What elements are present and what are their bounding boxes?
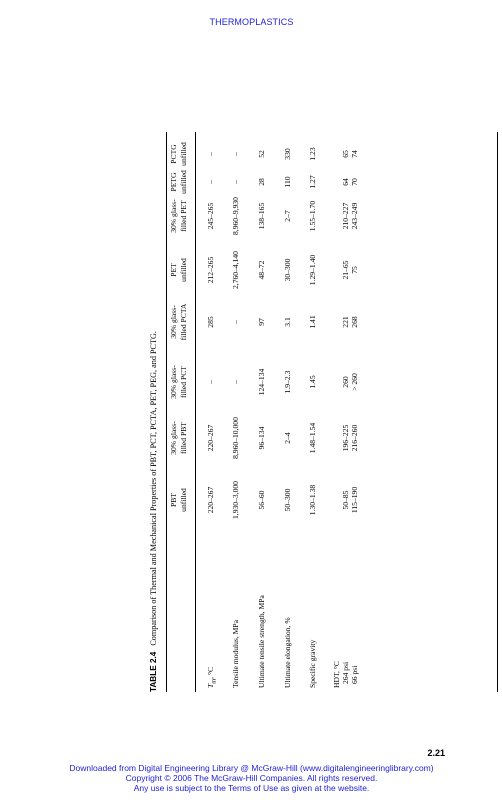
table-cell: 268 [350,316,359,328]
table-cell: 75 [350,266,359,274]
table-cell: 212–265 [206,256,215,284]
table-cell: 2,760–4,140 [231,251,240,289]
table-cell: 2–4 [283,432,292,444]
table-cell: 138–165 [257,202,266,230]
row-label-hdt: HDT, °C [332,661,341,688]
column-header-line1: PBT [169,493,178,507]
table-header-rule [195,132,196,692]
table-cell: 48–72 [257,260,266,280]
table-caption-text: Comparison of Thermal and Mechanical Properties of PBT, PCT, PCTA, PET, PEG, and PCTG. [149,331,158,646]
row-label-unit: , °C [206,666,215,679]
table-cell: 56–60 [257,490,266,510]
column-header-line2: unfilled [178,258,188,282]
table-cell: 1.23 [308,147,317,161]
column-header-pbt-unfilled [169,470,188,530]
row-label-symbol: T [206,683,215,688]
table-cell: – [231,152,240,156]
table-cell: 221 [341,316,350,328]
table-cell: 96–134 [257,426,266,450]
column-header-line1: PCTG [169,144,178,164]
footer-copyright: Copyright © 2006 The McGraw-Hill Companies. All rights reserved. [125,773,378,783]
table-cell: 243–249 [350,202,359,230]
running-head: THERMOPLASTICS [209,17,294,27]
column-header-line1: 30% glass- [169,305,178,339]
table-cell: 50–300 [283,488,292,512]
table-cell: – [231,180,240,184]
column-header-line1: 30% glass- [169,365,178,399]
table-cell: 124–134 [257,368,266,396]
table-cell: 110 [283,176,292,188]
table-cell: 30–300 [283,258,292,282]
column-header-pet-unfilled [169,240,188,300]
table-cell: – [231,380,240,384]
table-label: TABLE 2.4 [149,651,158,692]
table-caption [148,132,160,692]
column-header-line1: 30% glass- [169,421,178,455]
table-cell: > 260 [350,373,359,391]
column-header-line2: unfilled [178,170,188,194]
table-cell: 52 [257,150,266,158]
table-cell: 8,960–10,000 [231,417,240,459]
table-cell: 1.29–1.40 [308,254,317,286]
table-cell: 70 [350,178,359,186]
rotated-table [148,132,500,692]
table-cell: 245–265 [206,202,215,230]
column-header-pctg [169,134,188,174]
column-header-line2: filled PCT [178,366,188,398]
table-bottom-rule [497,132,498,692]
column-header-glass-pcta [169,292,188,352]
column-header-line2: filled PCTA [178,303,188,341]
table-cell: 97 [257,318,266,326]
table-cell: 2–7 [283,210,292,222]
column-header-line2: filled PET [178,200,188,232]
footer-download-link[interactable]: Downloaded from Digital Engineering Library @ McGraw-Hill (www.digitalengineeringlibrary.com) [69,763,434,773]
table-cell: – [206,152,215,156]
row-label-ultimate-tensile-strength: Ultimate tensile strength, MPa [257,595,266,688]
table-cell: – [206,180,215,184]
column-header-glass-pbt [169,408,188,468]
column-header-line1: PETG [169,172,178,192]
table-cell: 216–260 [350,424,359,452]
table-cell: 1.41 [308,315,317,329]
table-cell: 115–190 [350,486,359,514]
row-label-specific-gravity: Specific gravity [308,639,317,688]
column-header-line2: unfilled [178,142,188,166]
column-header-glass-pct [169,352,188,412]
table-cell: 1.27 [308,175,317,189]
table-cell: – [231,320,240,324]
row-label-66-psi: 66 psi [350,665,359,684]
row-label-subscript: m [210,678,218,684]
table-cell: 1,930–3,000 [231,481,240,519]
column-header-line2: filled PBT [178,422,188,454]
table-cell: 1.55–1.70 [308,200,317,232]
table-cell: 50–85 [341,490,350,510]
table-top-rule [166,132,167,692]
table-cell: 65 [341,150,350,158]
table-cell: – [206,380,215,384]
row-label-264-psi: 264 psi [341,661,350,684]
table-cell: 220–267 [206,424,215,452]
column-header-line2: unfilled [178,488,188,512]
column-header-line1: PET [169,263,178,277]
table-cell: 28 [257,178,266,186]
table-cell: 8,960–9,930 [231,197,240,235]
table-cell: 1.9–2.3 [283,370,292,394]
table-cell: 1.48–1.54 [308,422,317,454]
table-cell: 64 [341,178,350,186]
row-label-tensile-modulus: Tensile modulus, MPa [231,619,240,688]
table-cell: 1.30–1.38 [308,484,317,516]
row-label-tm [206,667,219,688]
table-cell: 3.1 [283,317,292,327]
table-cell: 330 [283,148,292,160]
footer-terms-link[interactable]: Any use is subject to the Terms of Use as given at the website. [133,783,370,793]
column-header-line1: 30% glass- [169,199,178,233]
row-label-ultimate-elongation: Ultimate elongation, % [283,617,292,688]
table-cell: 21–65 [341,260,350,280]
table-cell: 220–267 [206,486,215,514]
table-cell: 210–227 [341,202,350,230]
table-cell: 196–225 [341,424,350,452]
table-cell: 260 [341,376,350,388]
table-cell: 1.45 [308,375,317,389]
table-cell: 74 [350,150,359,158]
table-cell: 285 [206,316,215,328]
page-number: 2.21 [427,748,445,758]
